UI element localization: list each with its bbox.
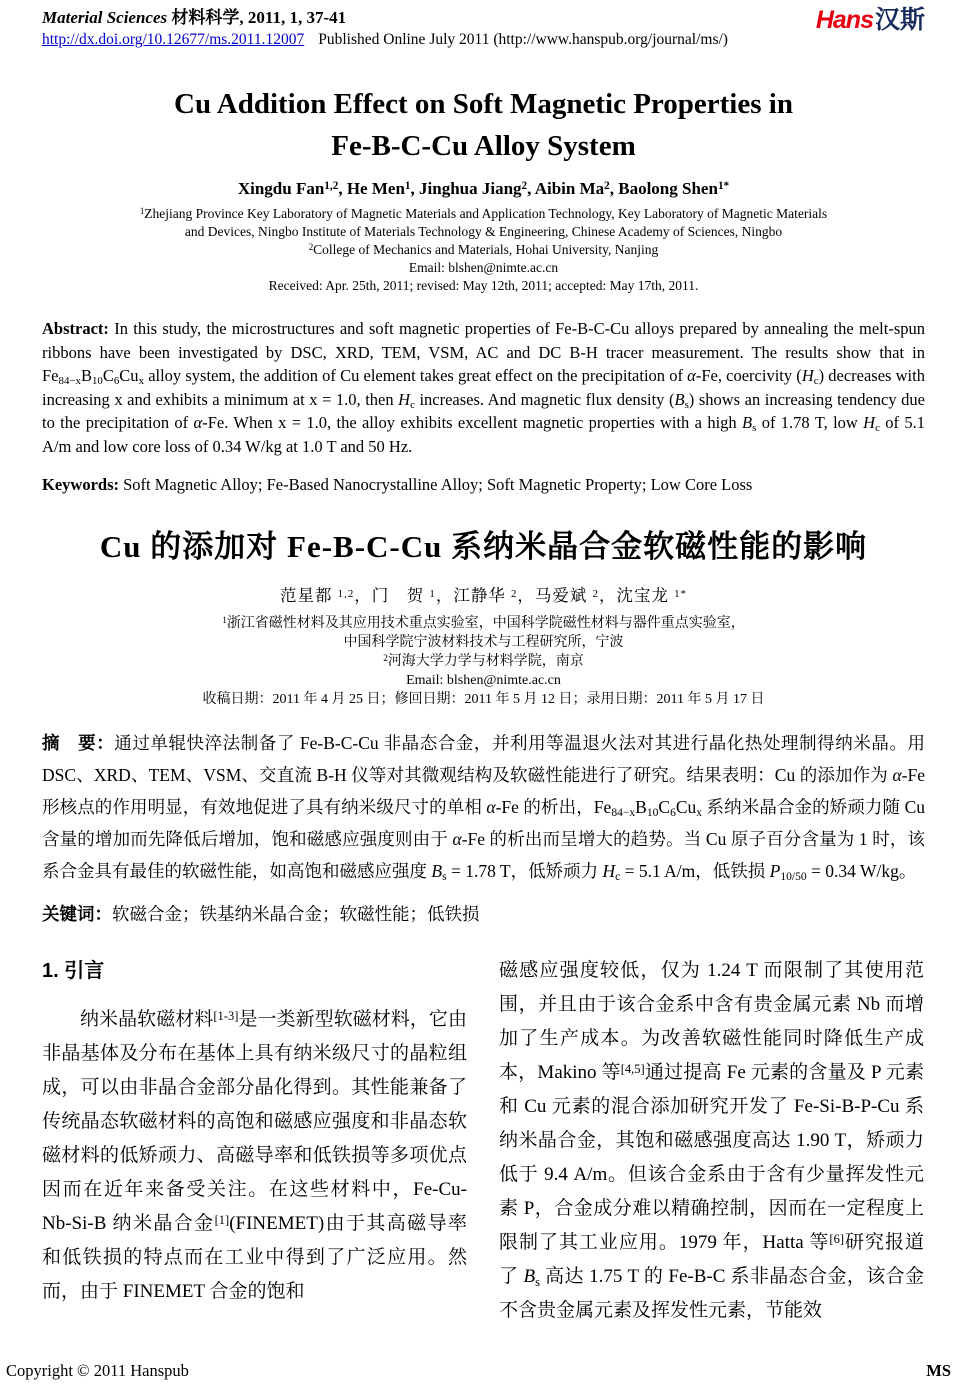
- right-column: [499, 954, 924, 1328]
- journal-info: [42, 8, 728, 49]
- intro-paragraph-right: 磁感应强度较低，仅为 1.24 T 而限制了其使用范围，并且由于该合金系中含有贵金属元素 Nb 而增加了生产成本。为改善软磁性能同时降低生产成本，Makino 等[4,5]通过提高 Fe 元素的含量及 P 元素和 Cu 元素的混合添加研究开发了 Fe-Si-B-P-Cu 系纳米晶合金，其饱和磁感强度高达 1.90 T，矫顽力低于 9.4 A/m。但该合金系由于含有少量挥发性元素 P，合金成分难以精确控制，因而在一定程度上限制了其工业应用。1979 年，Hatta 等[6]研究报道了 Bs 高达 1.75 T 的 Fe-B-C 系非晶态合金，该合金不含贵金属元素及挥发性元素，节能效: [499, 960, 924, 1322]
- hans-logo-en: Hans: [815, 6, 873, 34]
- hans-logo-zh: 汉斯: [874, 6, 925, 34]
- page-header: [42, 8, 925, 49]
- doi-line: [42, 31, 728, 49]
- authors-en: Xingdu Fan$^{1,2}$, He Men$^1$, Jinghua Jiang$^2$, Aibin Ma$^2$, Baolong Shen$^{1*}$: [237, 179, 730, 199]
- paper-title-en-line2: Fe-B-C-Cu Alloy System: [331, 130, 636, 163]
- affiliation-en-2: $^2$College of Mechanics and Materials, Hohai University, Nanjing: [308, 242, 659, 258]
- affiliation-zh-1b: 中国科学院宁波材料技术与工程研究所，宁波: [343, 635, 624, 651]
- abstract-zh: 摘 要：通过单辊快淬法制备了 Fe-B-C-Cu 非晶态合金，并利用等温退火法对其进行晶化热处理制得纳米晶。用 DSC、XRD、TEM、VSM、交直流 B-H 仪等对其微观结构及软磁性能进行了研究。结果表明：Cu 的添加作为 α-Fe 形核点的作用明显，有效地促进了具有纳米级尺寸的单相 α-Fe 的析出，Fe84−xB10C6Cux 系纳米晶合金的矫顽力随 Cu 含量的增加而先降低后增加，饱和磁感应强度则由于 α-Fe 的析出而呈增大的趋势。当 Cu 原子百分含量为 1 时，该系合金具有最佳的软磁性能，如高饱和磁感应强度 Bs = 1.78 T，低矫顽力 Hc = 5.1 A/m，低铁损 P10/50 = 0.34 W/kg。: [42, 733, 926, 884]
- published-info: Published Online July 2011 (http://www.hanspub.org/journal/ms/): [318, 31, 728, 49]
- affiliation-en-1a: $^1$Zhejiang Province Key Laboratory of Magnetic Materials and Application Technology, Key Laboratory of Magnetic Materials: [139, 206, 828, 222]
- email-line-zh: Email: blshen@nimte.ac.cn: [406, 673, 561, 689]
- email-line-en: Email: blshen@nimte.ac.cn: [408, 260, 559, 276]
- hans-publisher-logo: [816, 8, 925, 33]
- affiliation-zh-2: $^2$河海大学力学与材料学院，南京: [383, 653, 584, 670]
- two-column-body: [42, 954, 925, 1328]
- abstract-en: Abstract: In this study, the microstructures and soft magnetic properties of Fe-B-C-Cu alloys prepared by annealing the melt-spun ribbons have been investigated by DSC, XRD, TEM, VSM, AC and DC B-H tracer measurement. The results show that in Fe84−xB10C6Cux alloy system, the addition of Cu element takes great effect on the precipitation of α-Fe, coercivity (Hc) decreases with increasing x and exhibits a minimum at x = 1.0, then Hc increases. And magnetic flux density (Bs) shows an increasing tendency due to the precipitation of α-Fe. When x = 1.0, the alloy exhibits excellent magnetic properties with a high Bs of 1.78 T, low Hc of 5.1 A/m and low core loss of 0.34 W/kg at 1.0 T and 50 Hz.: [42, 319, 925, 456]
- section-1-heading: 1. 引言: [42, 960, 105, 983]
- affiliation-zh-1: $^1$浙江省磁性材料及其应用技术重点实验室，中国科学院磁性材料与器件重点实验室，: [222, 615, 745, 632]
- affiliations-en: [42, 205, 925, 295]
- paper-title-en: [42, 83, 925, 167]
- intro-paragraph-left: 纳米晶软磁材料[1-3]是一类新型软磁材料，它由非晶基体及分布在基体上具有纳米级尺寸的晶粒组成，可以由非晶合金部分晶化得到。其性能兼备了传统晶态软磁材料的高饱和磁感应强度和非晶态软磁材料的低矫顽力、高磁导率和低铁损等多项优点因而在近年来备受关注。在这些材料中，Fe-Cu-Nb-Si-B 纳米晶合金[1](FINEMET)由于其高磁导率和低铁损的特点而在工业中得到了广泛应用。然而，由于 FINEMET 合金的饱和: [42, 1008, 467, 1303]
- paper-title-zh: Cu 的添加对 Fe-B-C-Cu 系纳米晶合金软磁性能的影响: [99, 529, 868, 565]
- keywords-en: Keywords: Soft Magnetic Alloy; Fe-Based Nanocrystalline Alloy; Soft Magnetic Property; Low Core Loss: [42, 475, 753, 495]
- page-footer: [6, 1361, 951, 1381]
- paper-title-en-line1: Cu Addition Effect on Soft Magnetic Properties in: [174, 88, 793, 121]
- authors-zh: 范星都 $^{1,2}$，门 贺 $^1$，江静华 $^2$，马爱斌 $^2$，沈宝龙 $^{1*}$: [280, 586, 687, 606]
- journal-title-en: Material Sciences: [42, 8, 168, 27]
- received-dates-en: Received: Apr. 25th, 2011; revised: May 12th, 2011; accepted: May 17th, 2011.: [268, 278, 699, 294]
- affiliations-zh: [42, 614, 925, 709]
- journal-title: [42, 8, 728, 28]
- doi-link[interactable]: http://dx.doi.org/10.12677/ms.2011.12007: [42, 31, 305, 49]
- journal-title-zh-issue: 材料科学, 2011, 1, 37-41: [167, 8, 347, 27]
- copyright-notice: Copyright © 2011 Hanspub: [6, 1361, 189, 1380]
- keywords-zh: 关键词：软磁合金；铁基纳米晶合金；软磁性能；低铁损: [42, 904, 480, 925]
- received-dates-zh: 收稿日期：2011 年 4 月 25 日；修回日期：2011 年 5 月 12 日；录用日期：2011 年 5 月 17 日: [202, 692, 765, 708]
- left-column: [42, 954, 467, 1328]
- journal-code: MS: [926, 1361, 951, 1380]
- affiliation-en-1b: and Devices, Ningbo Institute of Materials Technology & Engineering, Chinese Academy of Sciences, Ningbo: [184, 224, 783, 240]
